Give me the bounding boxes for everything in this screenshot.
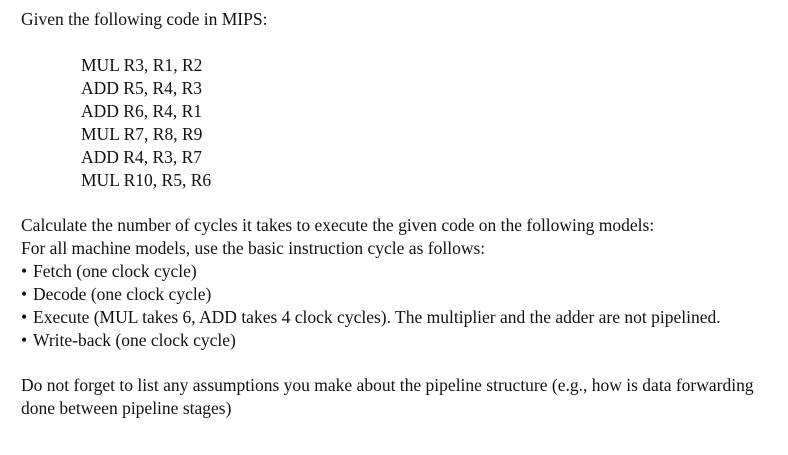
code-line: MUL R3, R1, R2 bbox=[81, 55, 203, 75]
instructions-section bbox=[21, 214, 781, 352]
list-item bbox=[21, 260, 781, 283]
intro-text: Given the following code in MIPS: bbox=[21, 9, 268, 29]
document-body bbox=[21, 8, 781, 420]
assumptions-note: Do not forget to list any assumptions you make about the pipeline structure (e.g., how is data forwarding done between pipeline stages) bbox=[21, 375, 754, 418]
models-instruction: For all machine models, use the basic instruction cycle as follows: bbox=[21, 238, 486, 258]
calc-instruction: Calculate the number of cycles it takes to execute the given code on the following models: bbox=[21, 215, 655, 235]
bullet-icon: • bbox=[21, 261, 28, 281]
list-item-text: Fetch (one clock cycle) bbox=[33, 261, 197, 281]
bullet-icon: • bbox=[21, 284, 28, 304]
code-line: MUL R10, R5, R6 bbox=[81, 170, 212, 190]
code-line: MUL R7, R8, R9 bbox=[81, 124, 203, 144]
code-line: ADD R4, R3, R7 bbox=[81, 147, 203, 167]
code-block bbox=[21, 54, 781, 192]
bullet-icon: • bbox=[21, 330, 28, 350]
bullet-icon: • bbox=[21, 307, 28, 327]
list-item bbox=[21, 306, 781, 329]
code-line: ADD R5, R4, R3 bbox=[81, 78, 203, 98]
list-item bbox=[21, 329, 781, 352]
list-item-text: Decode (one clock cycle) bbox=[33, 284, 212, 304]
code-line: ADD R6, R4, R1 bbox=[81, 101, 203, 121]
list-item-text: Execute (MUL takes 6, ADD takes 4 clock cycles). The multiplier and the adder are not pipelined. bbox=[33, 307, 721, 327]
list-item bbox=[21, 283, 781, 306]
cycle-stage-list bbox=[21, 260, 781, 352]
list-item-text: Write-back (one clock cycle) bbox=[33, 330, 236, 350]
